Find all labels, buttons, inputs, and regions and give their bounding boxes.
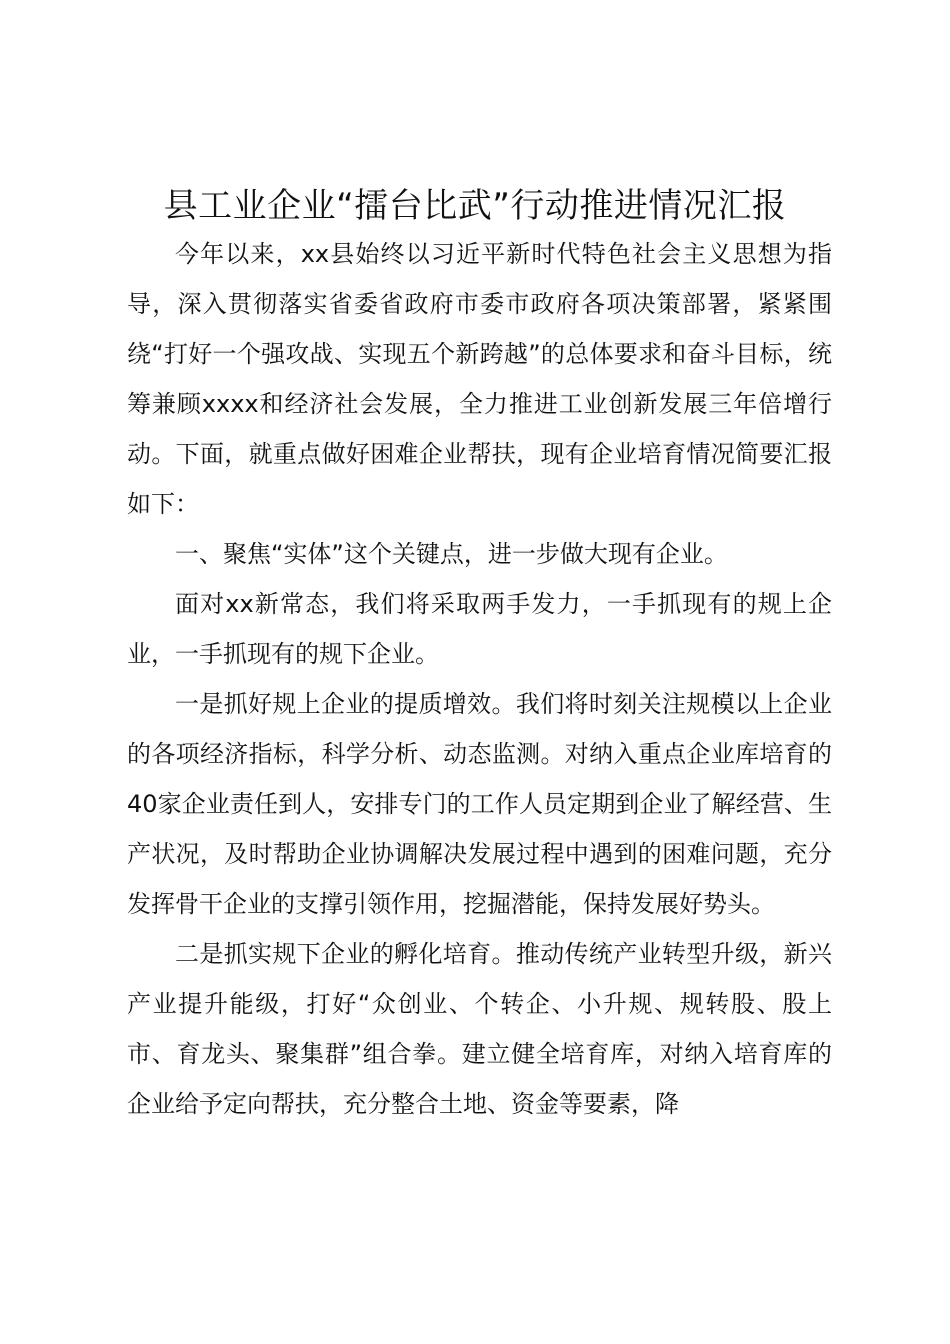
paragraph-intro: 今年以来，xx县始终以习近平新时代特色社会主义思想为指导，深入贯彻落实省委省政府市委市政府各项决策部署，紧紧围绕“打好一个强攻战、实现五个新跨越”的总体要求和奋斗目标，统筹兼顾xxxx和经济社会发展，全力推进工业创新发展三年倍增行动。下面，就重点做好困难企业帮扶，现有企业培育情况简要汇报如下： xyxy=(127,240,832,518)
section-heading-1: 一、聚焦“实体”这个关键点，进一步做大现有企业。 xyxy=(175,540,728,568)
paragraph-below-scale: 二是抓实规下企业的孵化培育。推动传统产业转型升级，新兴产业提升能级，打好“众创业、个转企、小升规、规转股、股上市、育龙头、聚集群”组合拳。建立健全培育库，对纳入培育库的企业给予定向帮扶，充分整合土地、资金等要素，降 xyxy=(127,940,832,1118)
paragraph-above-scale: 一是抓好规上企业的提质增效。我们将时刻关注规模以上企业的各项经济指标，科学分析、动态监测。对纳入重点企业库培育的40家企业责任到人，安排专门的工作人员定期到企业了解经营、生产状况，及时帮助企业协调解决发展过程中遇到的困难问题，充分发挥骨干企业的支撑引领作用，挖掘潜能，保持发展好势头。 xyxy=(127,690,832,918)
paragraph-two-hands: 面对xx新常态，我们将采取两手发力，一手抓现有的规上企业，一手抓现有的规下企业。 xyxy=(127,590,832,668)
document-title: 县工业企业“擂台比武”行动推进情况汇报 xyxy=(163,186,787,226)
document-body xyxy=(127,229,832,1129)
